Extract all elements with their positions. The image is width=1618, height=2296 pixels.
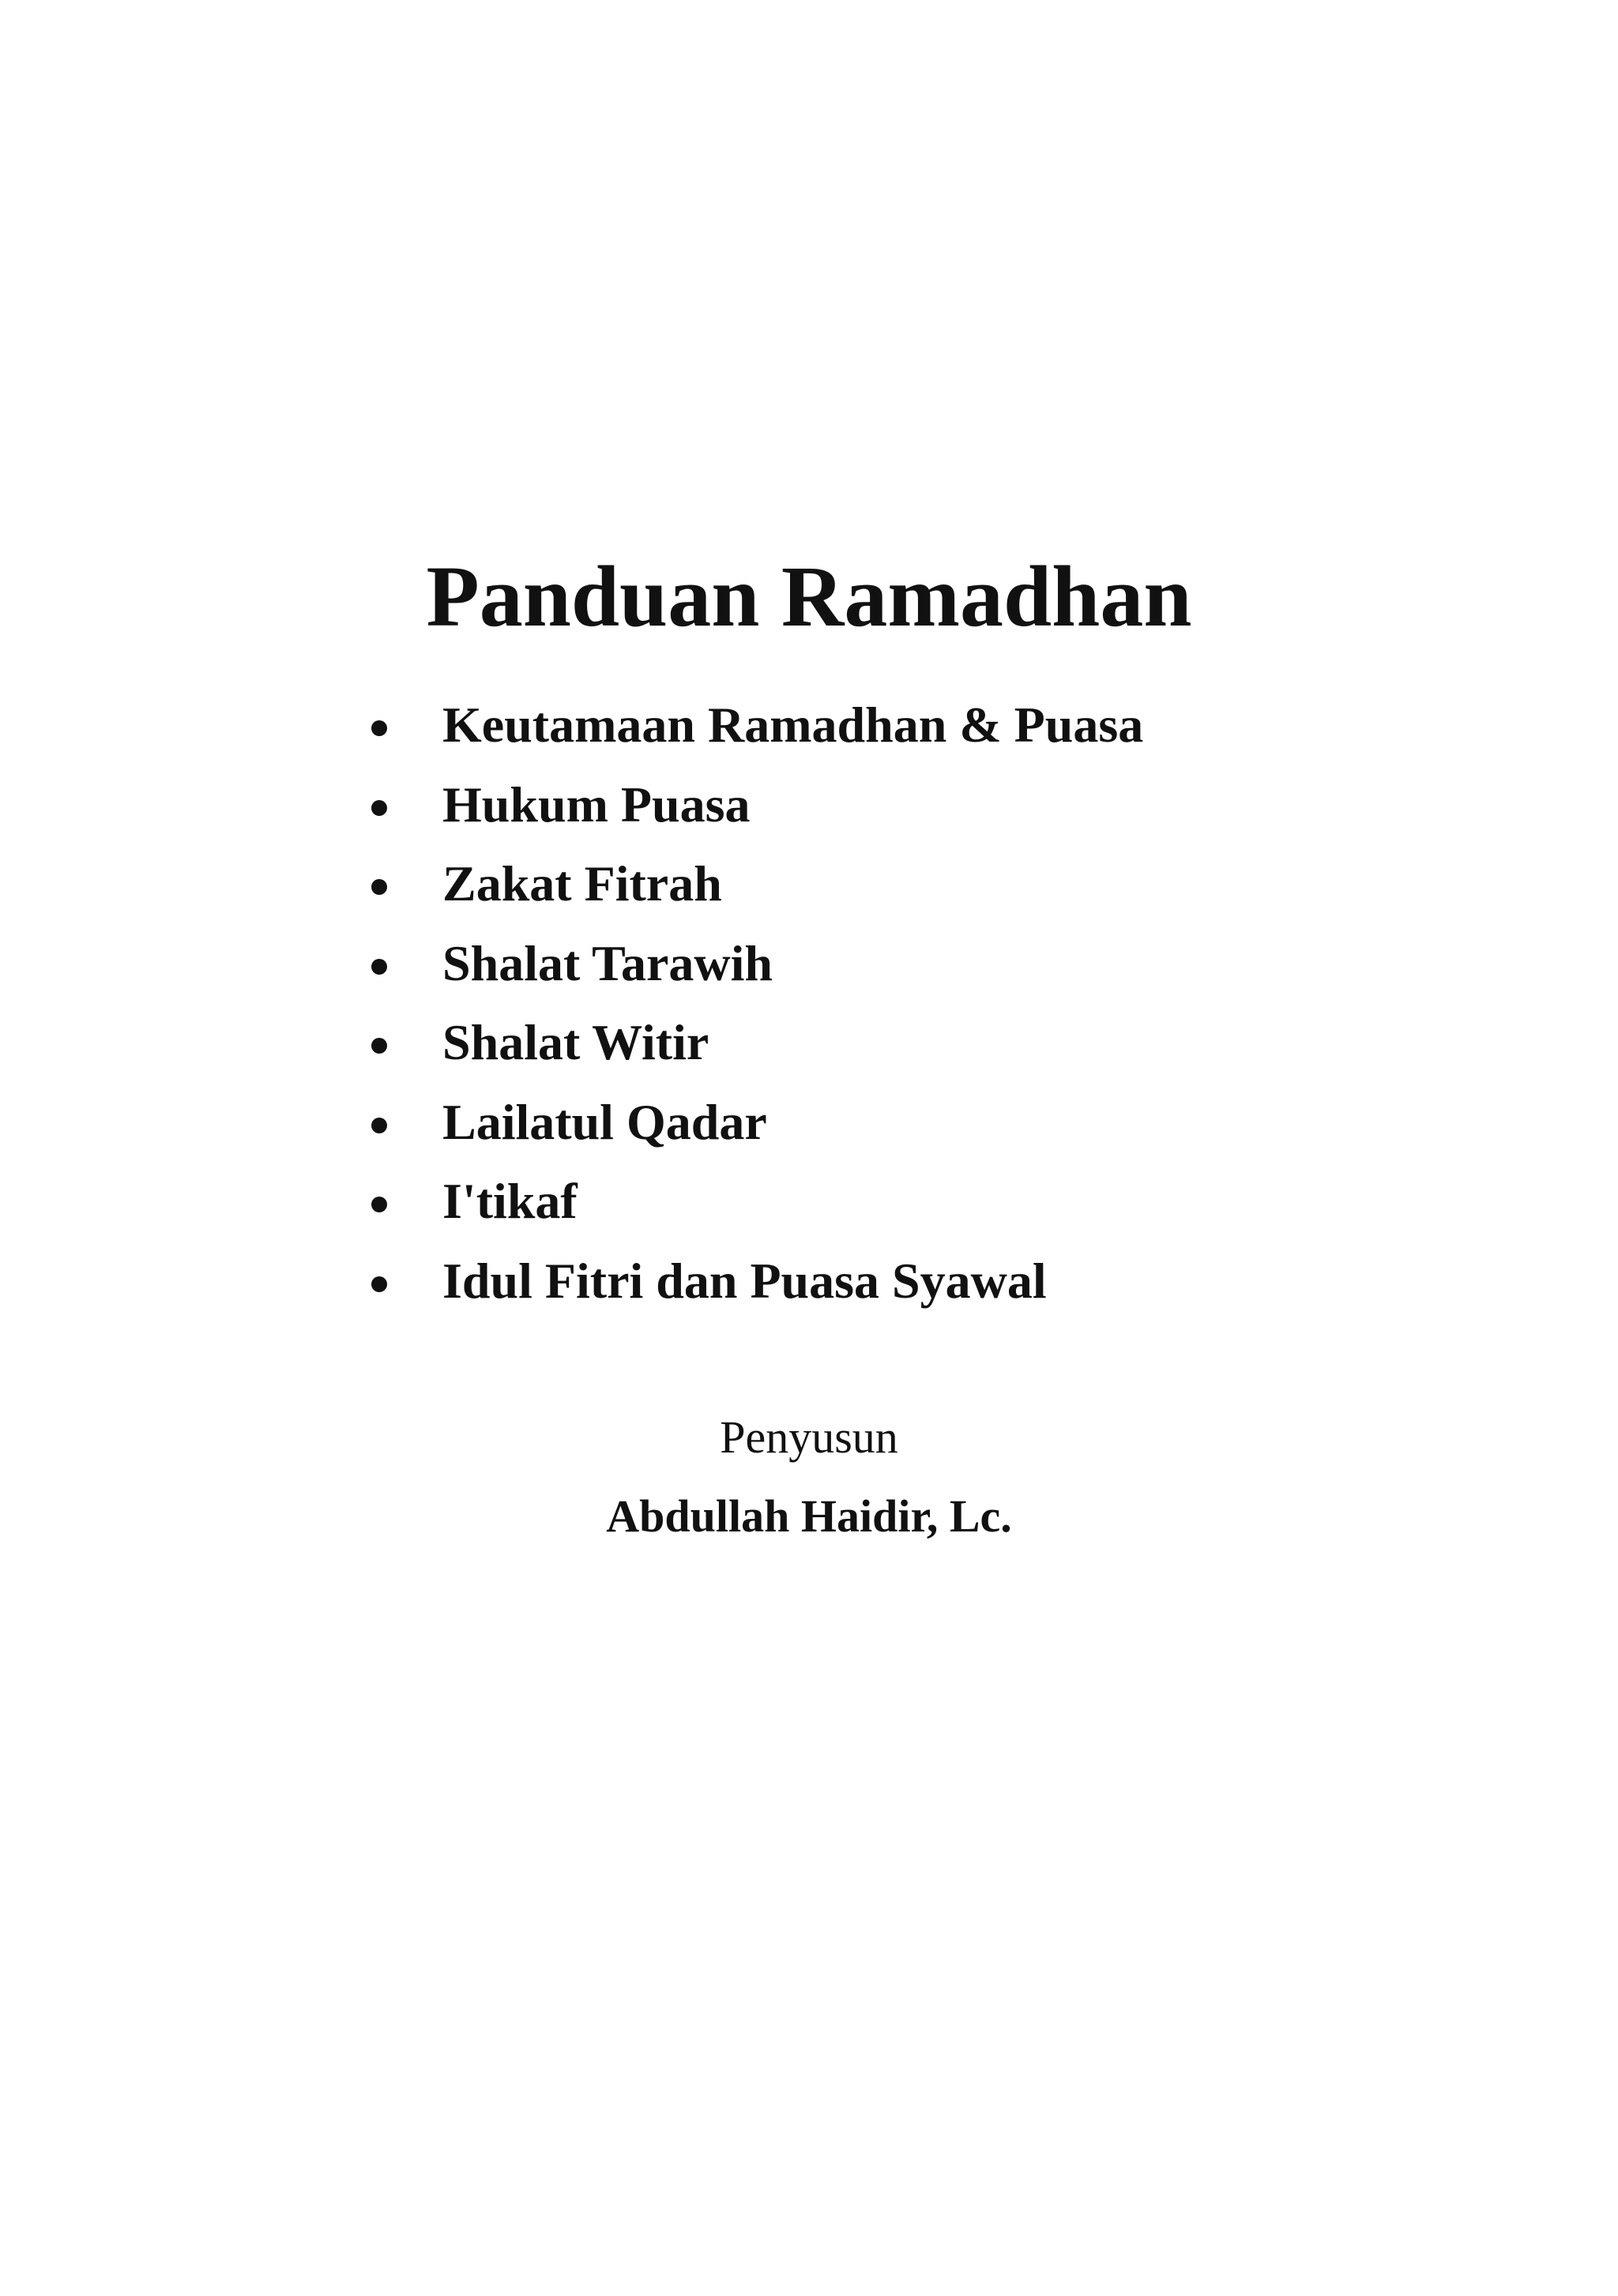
topic-label: Keutamaan Ramadhan & Puasa xyxy=(442,697,1144,753)
bullet-icon xyxy=(371,1038,387,1054)
bullet-icon xyxy=(371,1276,387,1292)
topic-label: Shalat Tarawih xyxy=(442,934,773,991)
topic-label: Zakat Fitrah xyxy=(442,855,722,911)
topic-label: Hukum Puasa xyxy=(442,776,751,832)
author-name: Abdullah Haidir, Lc. xyxy=(606,1490,1012,1542)
topic-label: Idul Fitri dan Puasa Syawal xyxy=(442,1252,1047,1309)
bullet-icon xyxy=(371,1118,387,1133)
bullet-icon xyxy=(371,879,387,895)
bullet-icon xyxy=(371,959,387,975)
topic-label: Shalat Witir xyxy=(442,1014,709,1070)
topic-label: Lailatul Qadar xyxy=(442,1093,767,1150)
document-title: Panduan Ramadhan xyxy=(426,548,1192,644)
bullet-icon xyxy=(371,720,387,736)
bullet-icon xyxy=(371,800,387,816)
topic-label: I'tikaf xyxy=(442,1173,578,1229)
bullet-icon xyxy=(371,1197,387,1212)
byline-label: Penyusun xyxy=(720,1411,898,1463)
